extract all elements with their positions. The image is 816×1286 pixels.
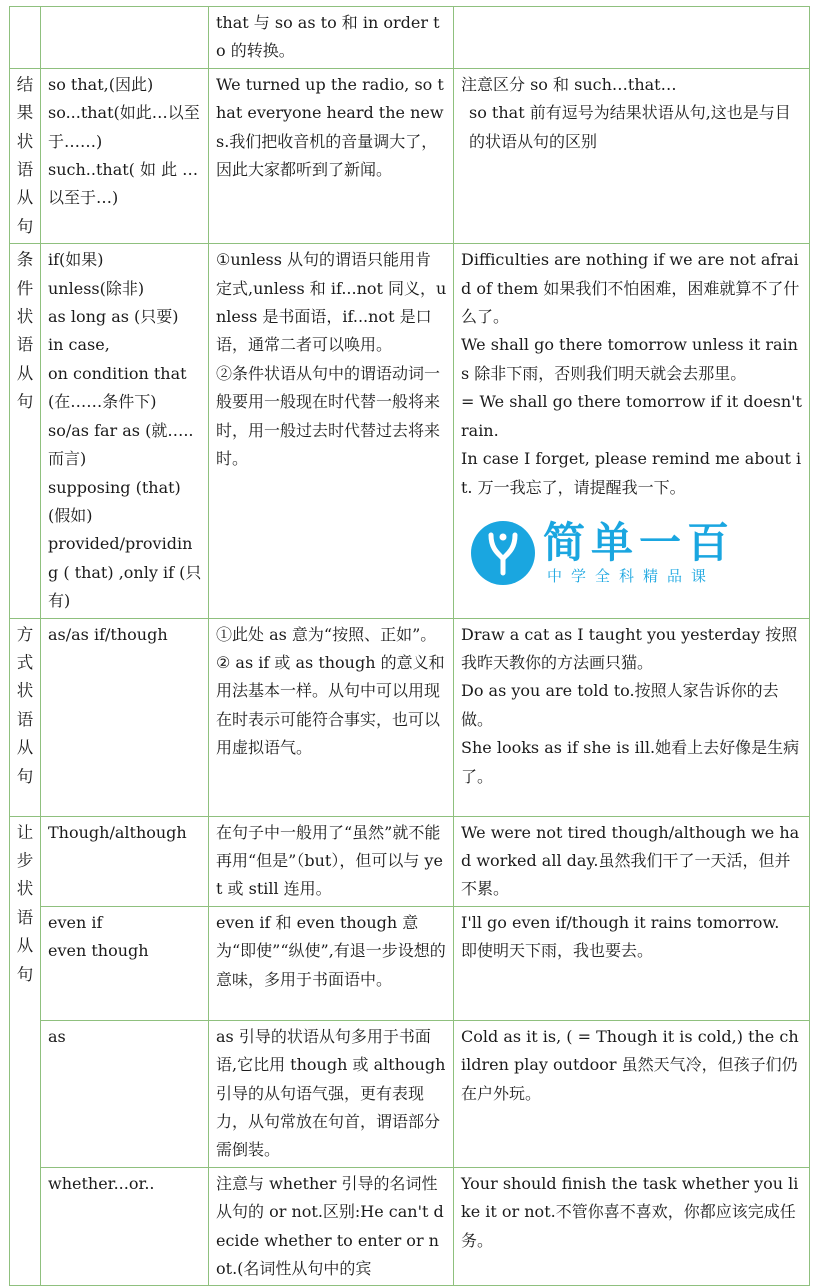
example-text: = We shall go there tomorrow if it doesn't rain. bbox=[461, 392, 802, 440]
example-cell bbox=[454, 244, 810, 618]
note-text: as 引导的状语从句多用于书面语,它比用 though 或 although 引导的从句语气强，更有表现力，从句常放在句首，谓语部分需倒装。 bbox=[216, 1026, 446, 1160]
example-text: Do as you are told to.按照人家告诉你的去做。 bbox=[461, 681, 779, 729]
category-cell bbox=[10, 816, 41, 1286]
category-cell bbox=[10, 68, 41, 243]
example-text: Draw a cat as I taught you yesterday 按照我昨天教你的方法画只猫。 bbox=[461, 624, 798, 672]
conjunction-item: supposing (that) (假如) bbox=[48, 477, 181, 525]
table-row bbox=[10, 816, 810, 906]
conjunction-cell bbox=[41, 244, 209, 618]
category-cell bbox=[10, 618, 41, 816]
conjunction-cell bbox=[41, 7, 209, 69]
conjunction-item: as bbox=[48, 1026, 66, 1046]
note-text: ①unless 从句的谓语只能用肯定式,unless 和 if...not 同义，unless 是书面语，if...not 是口语，通常二者可以唤用。 bbox=[216, 250, 447, 355]
category-cell bbox=[10, 244, 41, 618]
example-text: We were not tired though/although we had worked all day.虽然我们干了一天活，但并不累。 bbox=[461, 822, 800, 899]
note-cell bbox=[209, 906, 454, 1020]
example-text: so that 前有逗号为结果状语从句,这也是与目的状语从句的区别 bbox=[469, 103, 791, 151]
note-cell bbox=[209, 1020, 454, 1167]
brand-logo bbox=[471, 517, 803, 586]
conjunction-item: in case, bbox=[48, 335, 110, 355]
example-text: I'll go even if/though it rains tomorrow. bbox=[461, 912, 780, 932]
category-label: 方式状语从句 bbox=[16, 624, 34, 786]
table-row bbox=[10, 906, 810, 1020]
category-label: 条件状语从句 bbox=[16, 250, 34, 412]
logo-mark-icon bbox=[471, 521, 535, 585]
conjunction-item: so...that(如此…以至于……) bbox=[48, 103, 200, 151]
conjunction-item: unless(除非) bbox=[48, 278, 145, 298]
note-text: even if 和 even though 意为“即使”“纵使”,有退一步设想的意味，多用于书面语中。 bbox=[216, 912, 446, 989]
note-cell bbox=[209, 1167, 454, 1286]
example-cell bbox=[454, 68, 810, 243]
example-cell bbox=[454, 906, 810, 1020]
table-row bbox=[10, 244, 810, 618]
example-text: 即使明天下雨，我也要去。 bbox=[461, 941, 654, 961]
conjunction-cell bbox=[41, 1020, 209, 1167]
conjunction-item: so/as far as (就…..而言) bbox=[48, 420, 194, 469]
example-cell bbox=[454, 618, 810, 816]
conjunction-item: so that,(因此) bbox=[48, 74, 154, 94]
example-text: She looks as if she is ill.她看上去好像是生病了。 bbox=[461, 738, 800, 786]
example-cell bbox=[454, 816, 810, 906]
table-row bbox=[10, 68, 810, 243]
conjunction-cell bbox=[41, 816, 209, 906]
conjunction-item: such..that( 如 此 … 以至于…) bbox=[48, 160, 199, 208]
category-label: 结果状语从句 bbox=[16, 74, 34, 236]
note-text: ②条件状语从句中的谓语动词一般要用一般现在时代替一般将来时，用一般过去时代替过去将来时。 bbox=[216, 363, 441, 469]
example-cell bbox=[454, 1020, 810, 1167]
conjunction-item: as/as if/though bbox=[48, 624, 168, 644]
note-text: ①此处 as 意为“按照、正如”。 bbox=[216, 624, 437, 644]
conjunction-cell bbox=[41, 68, 209, 243]
logo-subtitle: 中学全科精品课 bbox=[547, 566, 716, 585]
example-text: 注意区分 so 和 such…that… bbox=[461, 74, 677, 94]
example-text: We shall go there tomorrow unless it rains 除非下雨，否则我们明天就会去那里。 bbox=[461, 335, 798, 383]
note-text: ② as if 或 as though 的意义和用法基本一样。从句中可以用现在时表示可能符合事实，也可以用虚拟语气。 bbox=[216, 652, 445, 758]
conjunction-cell bbox=[41, 1167, 209, 1286]
note-cell bbox=[209, 7, 454, 69]
note-cell bbox=[209, 816, 454, 906]
note-text: We turned up the radio, so that everyone heard the news.我们把收音机的音量调大了，因此大家都听到了新闻。 bbox=[216, 74, 444, 180]
logo-title: 简单一百 bbox=[543, 517, 736, 567]
example-text: Difficulties are nothing if we are not afraid of them 如果我们不怕困难，困难就算不了什么了。 bbox=[461, 250, 800, 327]
note-text: 注意与 whether 引导的名词性从句的 or not.区别:He can't decide whether to enter or not.(名词性从句中的宾 bbox=[216, 1173, 444, 1278]
example-text: In case I forget, please remind me about it. 万一我忘了，请提醒我一下。 bbox=[461, 449, 802, 497]
conjunction-item: as long as (只要) bbox=[48, 307, 179, 327]
table-row bbox=[10, 618, 810, 816]
conjunction-item: whether...or.. bbox=[48, 1173, 155, 1193]
conjunction-item: Though/although bbox=[48, 822, 187, 842]
note-cell bbox=[209, 618, 454, 816]
conjunction-cell bbox=[41, 618, 209, 816]
conjunction-item: provided/providing ( that) ,only if (只有) bbox=[48, 534, 202, 611]
conjunction-cell bbox=[41, 906, 209, 1020]
example-text: Cold as it is, ( = Though it is cold,) the children play outdoor 虽然天气冷，但孩子们仍在户外玩。 bbox=[461, 1026, 799, 1103]
note-text: that 与 so as to 和 in order to 的转换。 bbox=[216, 13, 440, 61]
conjunction-item: on condition that (在……条件下) bbox=[48, 363, 187, 412]
note-cell bbox=[209, 68, 454, 243]
note-text: 在句子中一般用了“虽然”就不能再用“但是”（but），但可以与 yet 或 still 连用。 bbox=[216, 822, 443, 899]
note-cell bbox=[209, 244, 454, 618]
conjunction-item: if(如果) bbox=[48, 250, 104, 270]
category-cell bbox=[10, 7, 41, 69]
conjunction-item: even though bbox=[48, 941, 149, 961]
logo-glyph-icon bbox=[471, 521, 535, 585]
example-text: Your should finish the task whether you like it or not.不管你喜不喜欢，你都应该完成任务。 bbox=[461, 1173, 799, 1250]
table-row bbox=[10, 1020, 810, 1167]
adverbial-clause-table bbox=[9, 6, 810, 1286]
table-row bbox=[10, 1167, 810, 1286]
example-cell bbox=[454, 7, 810, 69]
conjunction-item: even if bbox=[48, 912, 103, 932]
category-label: 让步状语从句 bbox=[16, 822, 34, 984]
table-row bbox=[10, 7, 810, 69]
example-cell bbox=[454, 1167, 810, 1286]
